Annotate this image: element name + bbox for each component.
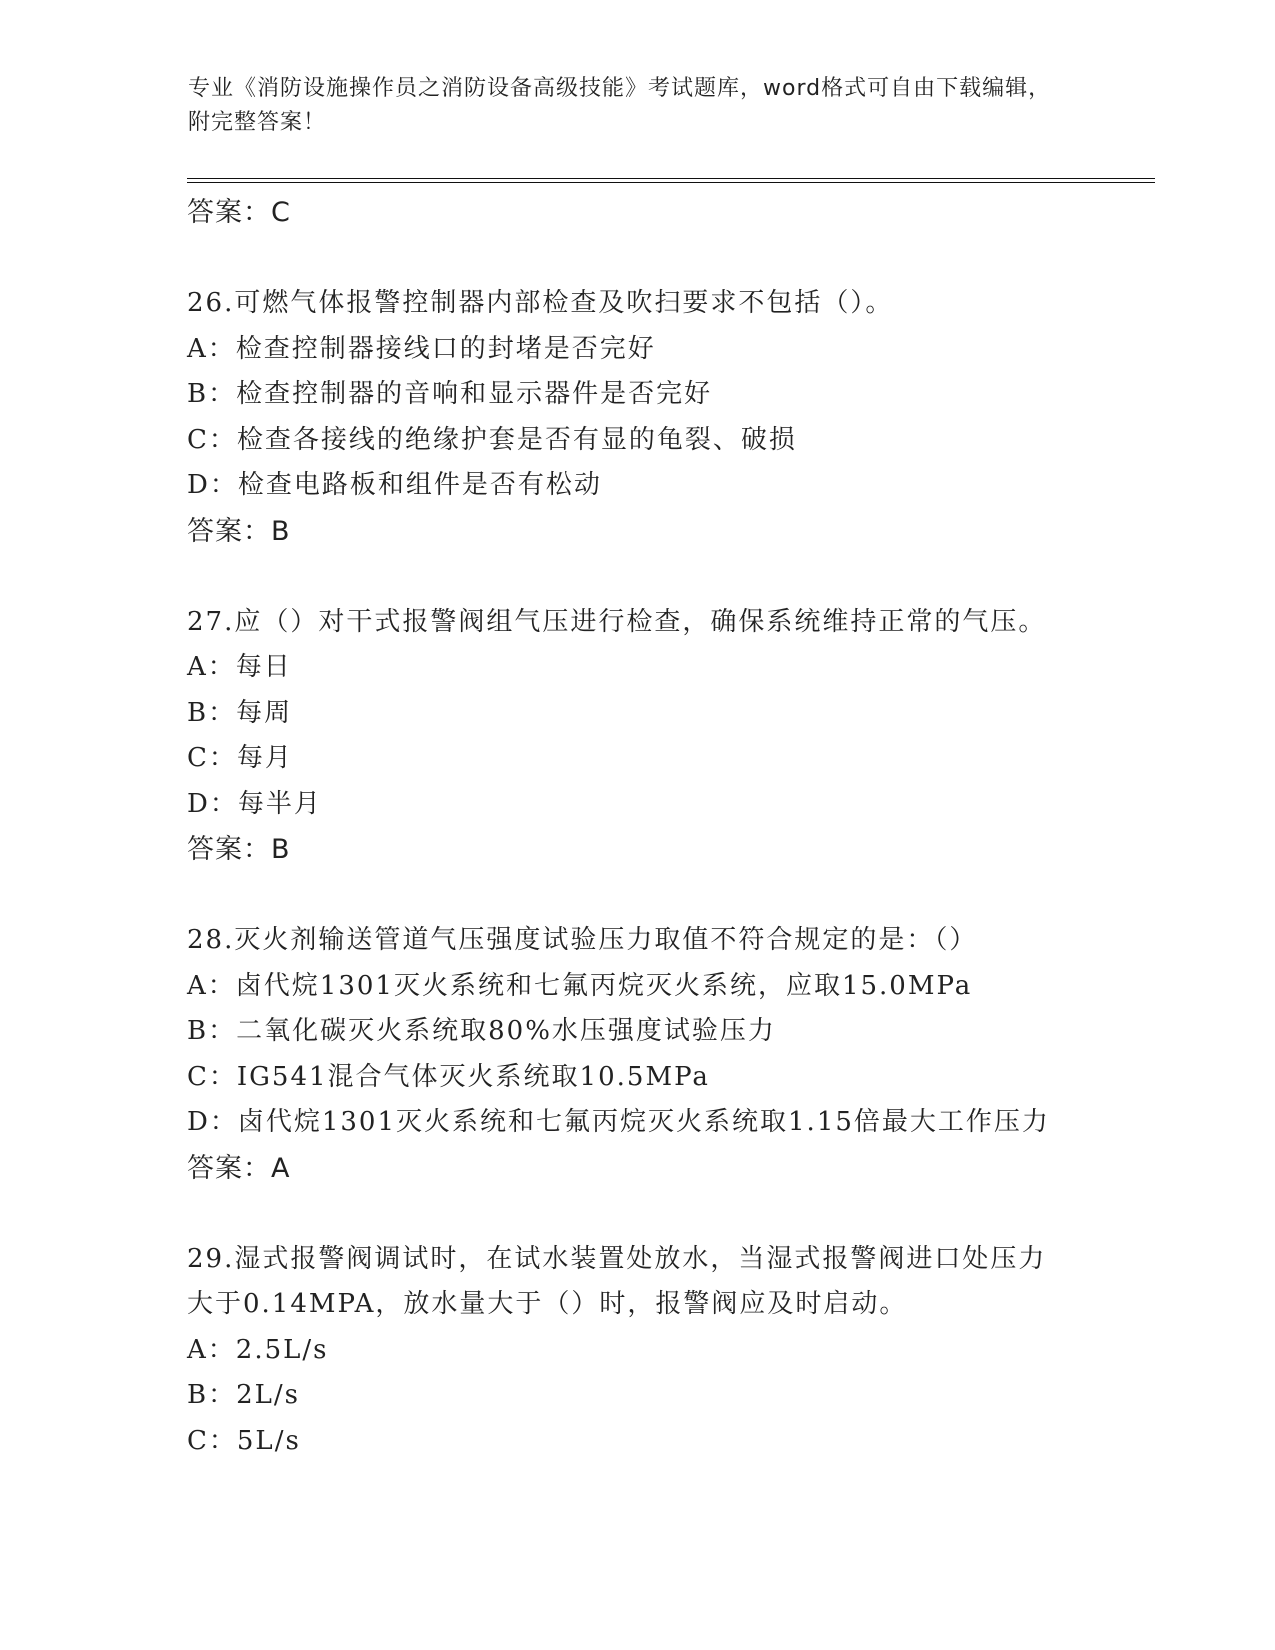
answer-line: 答案：B — [187, 515, 291, 547]
option-c: C：检查各接线的绝缘护套是否有显的龟裂、破损 — [187, 424, 797, 455]
spacer — [187, 873, 1147, 919]
option-d: D：卤代烷1301灭火系统和七氟丙烷灭火系统取1.15倍最大工作压力 — [187, 1107, 1050, 1137]
option-c: C：5L/s — [187, 1425, 301, 1456]
question-stem: 28.灭火剂输送管道气压强度试验压力取值不符合规定的是：（） — [187, 925, 978, 955]
option-b: B：检查控制器的音响和显示器件是否完好 — [187, 379, 713, 409]
document-header — [188, 72, 1068, 140]
header-divider — [187, 178, 1155, 179]
option-b: B：2L/s — [187, 1380, 301, 1410]
question-list — [187, 190, 1147, 1464]
option-a: A：2.5L/s — [187, 1334, 329, 1365]
question-block — [187, 600, 1147, 873]
question-block — [187, 281, 1147, 554]
option-a: A：检查控制器接线口的封堵是否完好 — [187, 333, 656, 364]
option-a: A：卤代烷1301灭火系统和七氟丙烷灭火系统，应取15.0MPa — [187, 970, 973, 1001]
option-d: D：每半月 — [187, 788, 322, 819]
answer-line: 答案：B — [187, 834, 291, 865]
answer-line: 答案：A — [187, 1152, 291, 1184]
question-block — [187, 918, 1147, 1191]
header-text: 专业《消防设施操作员之消防设备高级技能》考试题库，word格式可自由下载编辑，附完整答案！ — [188, 76, 1052, 135]
option-c: C：IG541混合气体灭火系统取10.5MPa — [187, 1061, 710, 1092]
question-stem: 29.湿式报警阀调试时，在试水装置处放水，当湿式报警阀进口处压力 — [187, 1243, 1047, 1274]
spacer — [187, 1191, 1147, 1237]
question-stem: 26.可燃气体报警控制器内部检查及吹扫要求不包括（）。 — [187, 288, 894, 318]
question-block — [187, 1237, 1147, 1465]
question-stem-continued: 大于0.14MPA，放水量大于（）时，报警阀应及时启动。 — [187, 1289, 908, 1319]
option-b: B：每周 — [187, 697, 293, 728]
option-c: C：每月 — [187, 743, 293, 773]
option-b: B：二氧化碳灭火系统取80%水压强度试验压力 — [187, 1016, 776, 1046]
answer-line: 答案：C — [187, 197, 291, 228]
question-stem: 27.应（）对干式报警阀组气压进行检查，确保系统维持正常的气压。 — [187, 606, 1047, 637]
header-divider-secondary — [187, 182, 1155, 183]
option-a: A：每日 — [187, 652, 292, 682]
spacer — [187, 236, 1147, 282]
option-d: D：检查电路板和组件是否有松动 — [187, 470, 602, 500]
spacer — [187, 554, 1147, 600]
